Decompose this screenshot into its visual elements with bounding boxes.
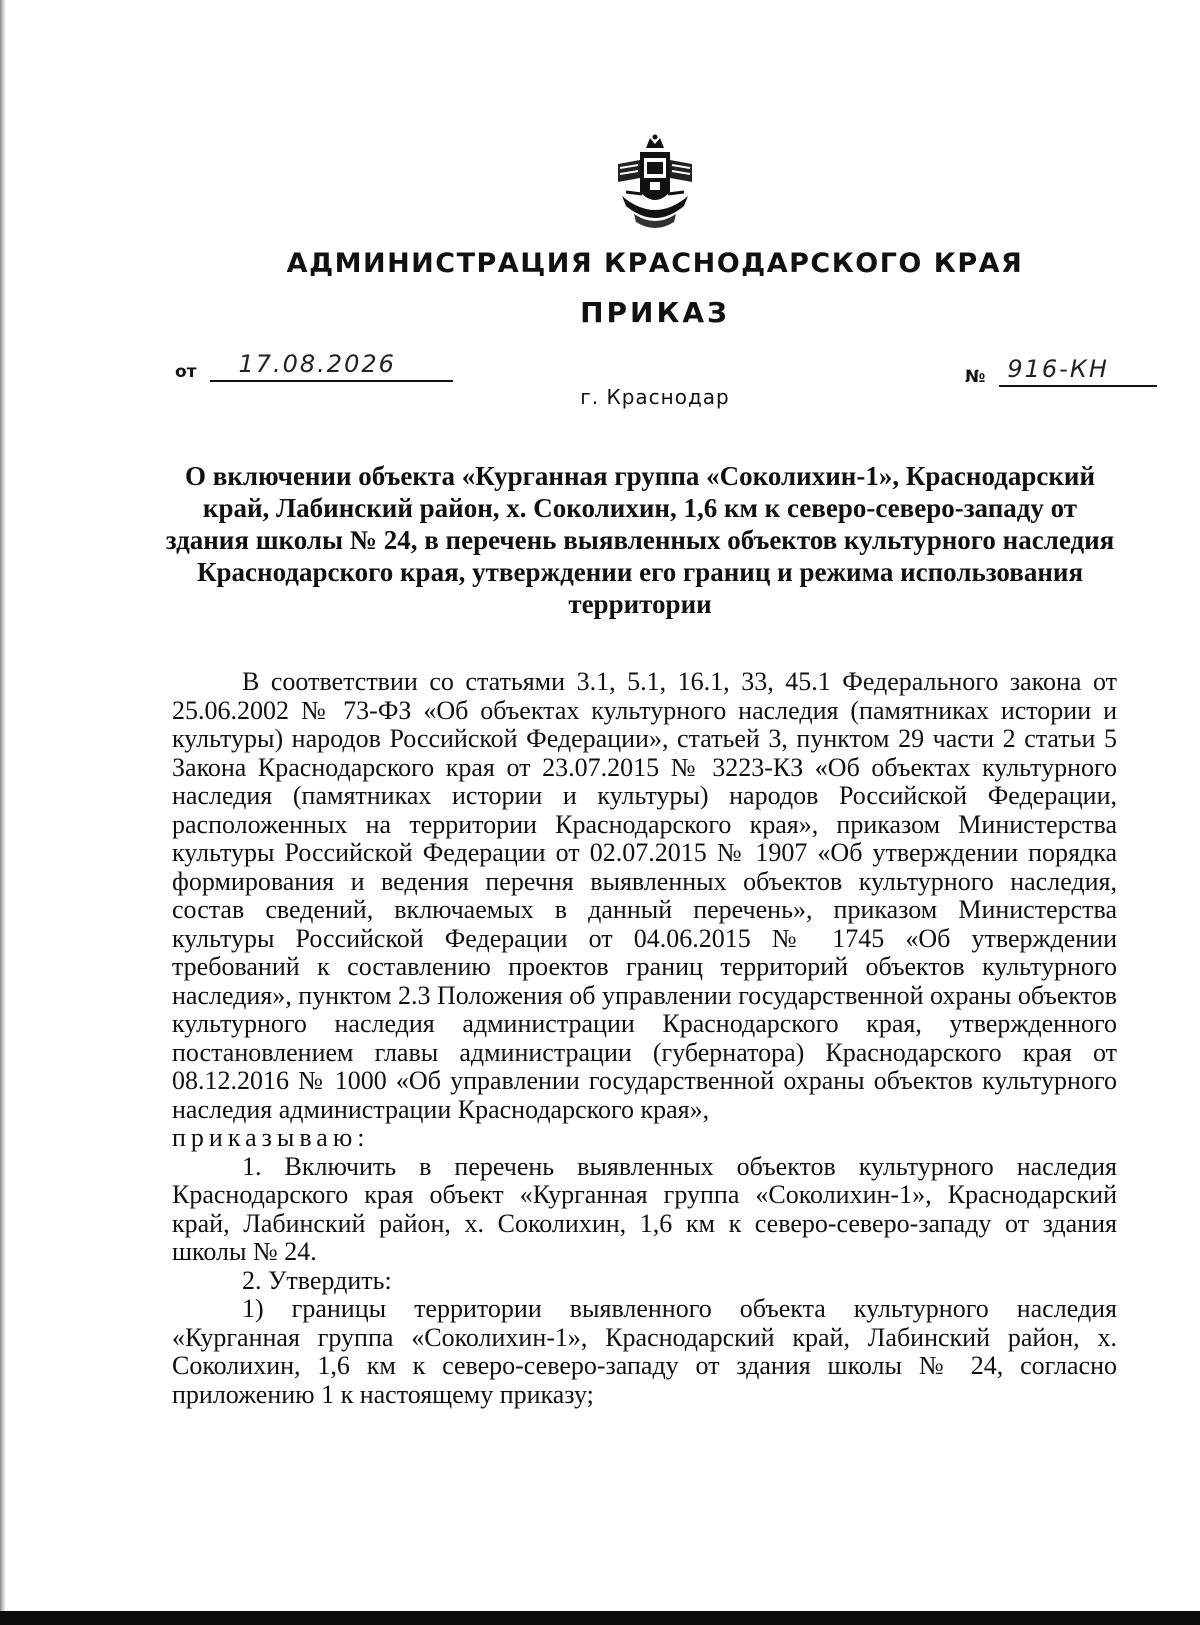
- number-field: [965, 355, 1157, 387]
- organization-name: АДМИНИСТРАЦИЯ КРАСНОДАРСКОГО КРАЯ: [286, 248, 1024, 279]
- coat-of-arms-icon: [612, 134, 698, 234]
- item-2: 2. Утвердить:: [242, 1265, 392, 1295]
- date-field: [175, 350, 453, 382]
- scan-edge-left: [0, 0, 6, 1625]
- document-title: О включении объекта «Курганная группа «Соколихин-1», Краснодарский край, Лабинский район, х. Соколихин, 1,6 км к северо-северо-западу от здания школы № 24, в перечень выявленных объектов культурного наследия Краснодарского края, утверждении его границ и режима использования территории: [165, 461, 1115, 619]
- handwritten-date: 17.08.2026: [238, 350, 396, 378]
- handwritten-number: 916-КН: [1007, 355, 1109, 383]
- preamble-paragraph: В соответствии со статьями 3.1, 5.1, 16.1, 33, 45.1 Федерального закона от 25.06.2002 № 73-ФЗ «Об объектах культурного наследия (памятниках истории и культуры) народов Российской Федерации», статьей 3, пунктом 29 части 2 статьи 5 Закона Краснодарского края от 23.07.2015 № 3223-КЗ «Об объектах культурного наследия (памятниках истории и культуры) народов Российской Федерации, расположенных на территории Краснодарского края», приказом Министерства культуры Российской Федерации от 02.07.2015 № 1907 «Об утверждении порядка формирования и ведения перечня выявленных объектов культурного наследия, состав сведений, включаемых в данный перечень», приказом Министерства культуры Российской Федерации от 04.06.2015 № 1745 «Об утверждении требований к составлению проектов границ территорий объектов культурного наследия», пунктом 2.3 Положения об управлении государственной охраны объектов культурного наследия администрации Краснодарского края, утвержденного постановлением главы администрации (губернатора) Краснодарского края от 08.12.2016 № 1000 «Об управлении государственной охраны объектов культурного наследия администрации Краснодарского края»,: [172, 667, 1117, 1124]
- number-prefix: №: [965, 367, 986, 387]
- item-2-1: 1) границы территории выявленного объекта культурного наследия «Курганная группа «Соколихин-1», Краснодарский край, Лабинский район, х. Соколихин, 1,6 км к северо-северо-западу от здания школы № 24, согласно приложению 1 к настоящему приказу;: [172, 1294, 1117, 1409]
- document-body: [172, 668, 1117, 1409]
- number-line: [999, 355, 1157, 387]
- item-1: 1. Включить в перечень выявленных объектов культурного наследия Краснодарского края объект «Курганная группа «Соколихин-1», Краснодарский край, Лабинский район, х. Соколихин, 1,6 км к северо-северо-западу от здания школы № 24.: [172, 1151, 1117, 1266]
- order-word: приказываю:: [172, 1123, 370, 1152]
- date-line: [210, 350, 453, 382]
- date-prefix: от: [175, 362, 197, 382]
- document-type: ПРИКАЗ: [580, 296, 730, 329]
- scan-edge-bottom: [0, 1611, 1200, 1625]
- city: г. Краснодар: [580, 385, 730, 409]
